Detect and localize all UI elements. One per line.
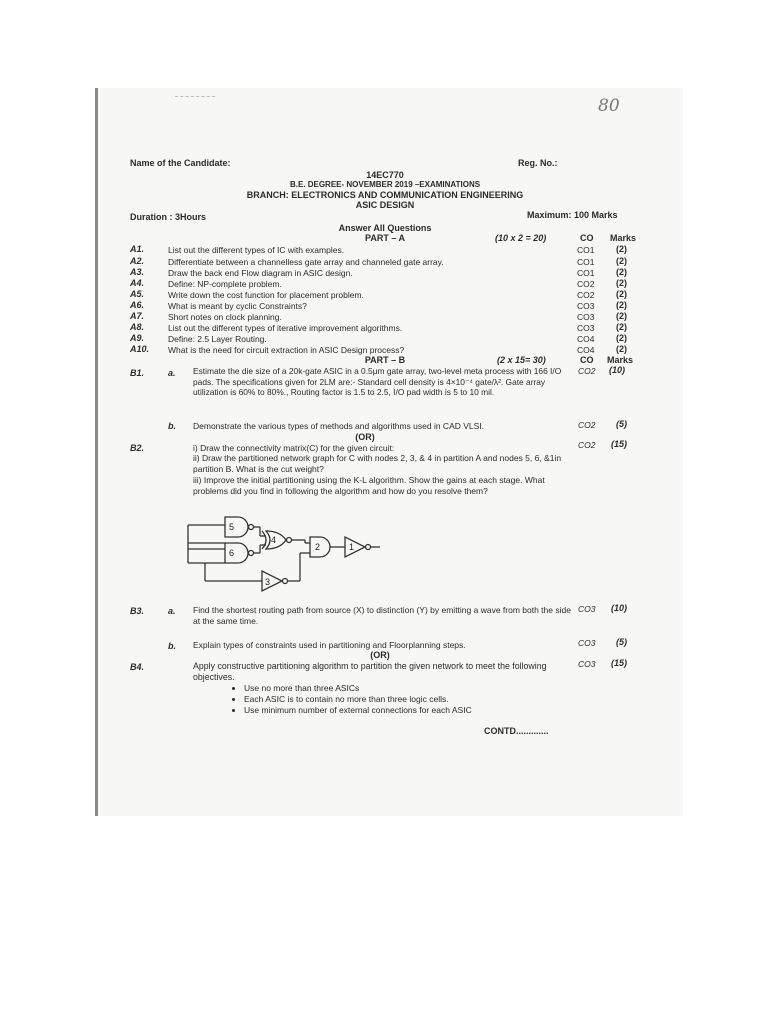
list-item: • Use no more than three ASICs [244,683,472,694]
question-co: CO2 [577,290,595,300]
question-number: B4. [130,662,145,672]
co-header: CO [580,233,594,243]
question-text: Draw the back end Flow diagram in ASIC design. [168,268,353,278]
question-co: CO3 [577,312,595,322]
marks-header: Marks [610,233,637,243]
question-number: A8. [130,322,145,332]
gate-6-bubble [249,551,254,556]
question-number: A7. [130,311,145,321]
question-co: CO1 [577,245,595,255]
gate-label: 2 [315,542,321,552]
question-marks: (5) [616,637,627,647]
list-item: • Each ASIC is to contain no more than three logic cells. [244,694,472,705]
question-text: Define: 2.5 Layer Routing. [168,334,267,344]
circuit-diagram [180,515,390,600]
question-marks: (2) [616,244,627,254]
sub-label: b. [168,641,176,651]
question-marks: (15) [611,439,628,449]
question-co: CO3 [578,659,596,669]
sub-label: a. [168,368,176,378]
exam-title: B.E. DEGREE- NOVEMBER 2019 –EXAMINATIONS [289,180,481,189]
question-marks: (2) [616,311,627,321]
question-number: A9. [130,333,145,343]
scan-mark [175,96,215,97]
question-co: CO2 [578,420,596,430]
question-co: CO3 [578,638,596,648]
question-marks: (2) [616,267,627,277]
part-b-scheme: (2 x 15= 30) [497,355,546,365]
question-marks: (2) [616,278,627,288]
marks-header: Marks [607,355,634,365]
duration: Duration : 3Hours [130,212,207,222]
question-marks: (2) [616,289,627,299]
question-text: Explain types of constraints used in partitioning and Floorplanning steps. [193,640,466,650]
question-marks: (2) [616,256,627,266]
question-marks: (2) [616,300,627,310]
gate-4-extra-arc [262,531,266,549]
question-text: i) Draw the connectivity matrix(C) for the given circuit: [193,443,395,453]
course-code: 14EC770 [366,170,404,180]
question-marks: (15) [611,658,628,668]
handwritten-score: 80 [598,96,620,116]
subject: ASIC DESIGN [355,200,415,210]
question-number: A3. [130,267,145,277]
question-co: CO2 [578,440,596,450]
gate-5-bubble [249,525,254,530]
question-text: ii) Draw the partitioned network graph for C with nodes 2, 3, & 4 in partition A and nodes 5, 6, &1in partition B. What is the cut weight? [193,453,562,474]
list-item: • Use minimum number of external connections for each ASIC [244,705,472,716]
question-marks: (2) [616,322,627,332]
part-b-title: PART – B [364,355,406,365]
co-header: CO [580,355,594,365]
question-co: CO4 [577,334,595,344]
question-marks: (2) [616,333,627,343]
question-text: Demonstrate the various types of methods and algorithms used in CAD VLSI. [193,421,485,431]
branch: BRANCH: ELECTRONICS AND COMMUNICATION ENGINEERING [246,190,524,200]
objectives-list [232,683,472,716]
question-text: Short notes on clock planning. [168,312,282,322]
gate-4-bubble [287,538,292,543]
gate-label: 4 [271,535,277,545]
question-number: A2. [130,256,145,266]
part-a-title: PART – A [364,233,405,243]
gate-label: 5 [229,522,235,532]
question-text: List out the different types of iterative improvement algorithms. [168,323,403,333]
gate-label: 6 [229,548,235,558]
question-marks: (10) [609,365,626,375]
question-marks: (10) [611,603,628,613]
question-text: What is meant by cyclic Constraints? [168,301,307,311]
or-label: (OR) [355,432,375,442]
question-co: CO3 [578,604,596,614]
question-co: CO2 [577,279,595,289]
question-text: What is the need for circuit extraction in ASIC Design process? [168,345,405,355]
question-text: Define: NP-complete problem. [168,279,282,289]
gate-label: 1 [349,542,355,552]
question-co: CO2 [578,366,596,376]
question-number: B2. [130,443,145,453]
question-number: A6. [130,300,145,310]
question-co: CO1 [577,268,595,278]
question-co: CO1 [577,257,595,267]
part-a-scheme: (10 x 2 = 20) [495,233,547,243]
question-text: Estimate the die size of a 20k-gate ASIC in a 0.5μm gate array, two-level meta process with 166 I/O pads. The specifications given for 2LM are:- Standard cell density is 4×10⁻⁴ gate/λ². Gate array utilization is 60% to 80%., Routing factor is 1.5 to 2.5, I/O pad width is 5 to 10 mil. [193,366,562,397]
sub-label: a. [168,606,176,616]
question-co: CO3 [577,301,595,311]
or-label: (OR) [370,650,390,660]
sub-label: b. [168,421,176,431]
question-text: Apply constructive partitioning algorithm to partition the given network to meet the following objectives. [193,661,547,682]
question-number: B1. [130,368,145,378]
instruction: Answer All Questions [338,223,432,233]
question-co: CO3 [577,323,595,333]
gate-1-body [345,537,365,557]
question-text: Differentiate between a channelless gate array and channeled gate array. [168,257,444,267]
question-text: List out the different types of IC with examples. [168,245,345,255]
question-marks: (5) [616,419,627,429]
reg-no-label: Reg. No.: [518,158,558,168]
question-number: A10. [130,344,150,354]
question-number: A5. [130,289,145,299]
question-text: Find the shortest routing path from source (X) to distinction (Y) by emitting a wave from both the side at the same time. [193,605,571,626]
question-text: Write down the cost function for placement problem. [168,290,364,300]
question-text: iii) Improve the initial partitioning using the K-L algorithm. Show the gains at each stage. What problems did you find in following the algorithm and how do you resolve them? [193,475,545,496]
question-marks: (2) [616,344,627,354]
max-marks: Maximum: 100 Marks [527,210,618,220]
candidate-name-label: Name of the Candidate: [130,158,231,168]
gate-label: 3 [265,577,271,587]
question-number: A1. [130,244,145,254]
question-number: A4. [130,278,145,288]
question-co: CO4 [577,345,595,355]
question-number: B3. [130,606,145,616]
contd-label: CONTD............. [484,726,549,736]
